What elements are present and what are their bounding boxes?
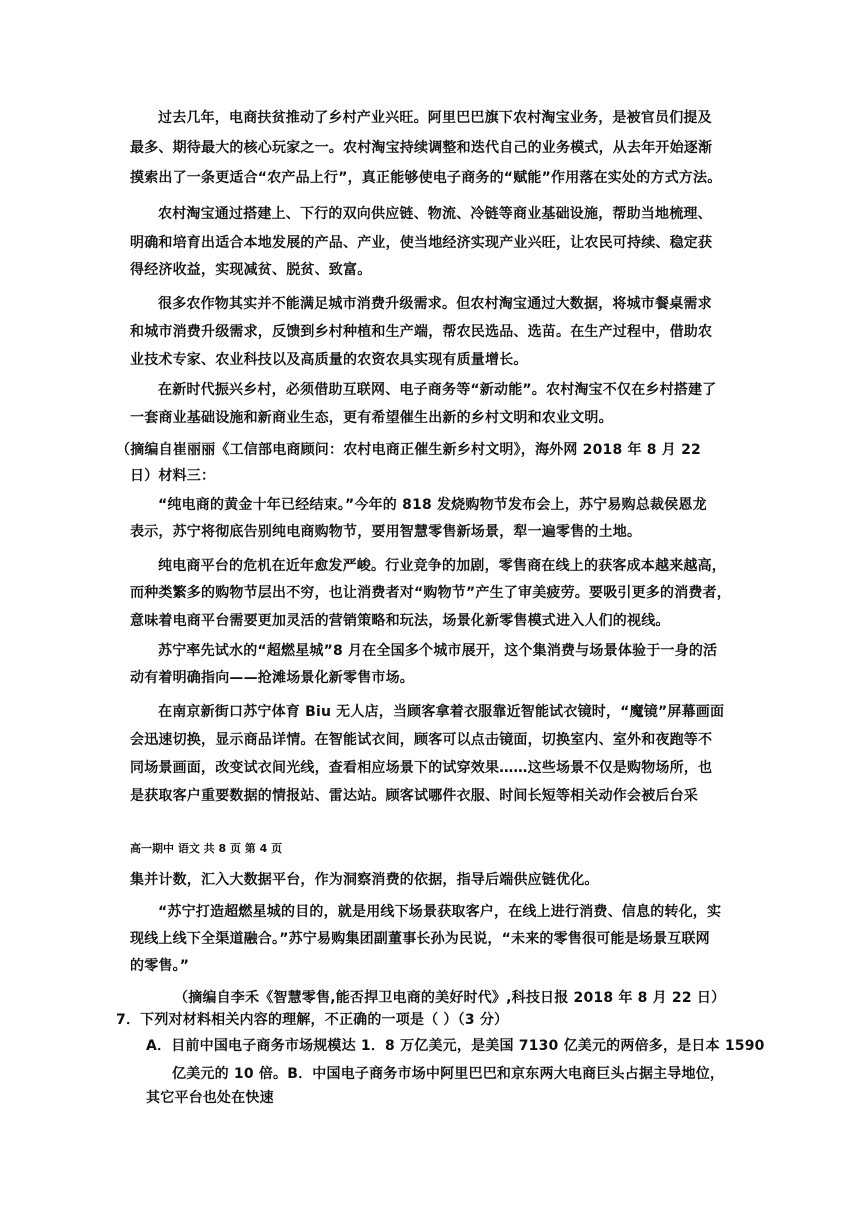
question-option-line: A．目前中国电子商务市场规模达 1．8 万亿美元，是美国 7130 亿美元的两倍多，是日本 1590 xyxy=(146,1038,765,1054)
paragraph-line: 苏宁率先试水的“超燃星城”8 月在全国多个城市展开，这个集消费与场景体验于一身的活 xyxy=(158,643,718,659)
paragraph-line: 很多农作物其实并不能满足城市消费升级需求。但农村淘宝通过大数据，将城市餐桌需求 xyxy=(158,296,712,312)
paragraph-line: 在南京新街口苏宁体育 Biu 无人店，当顾客拿着衣服靠近智能试衣镜时，“魔镜”屏幕画面 xyxy=(158,704,725,720)
paragraph-line: 纯电商平台的危机在近年愈发严峻。行业竞争的加剧，零售商在线上的获客成本越来越高， xyxy=(158,558,726,574)
citation-line: 日）材料三： xyxy=(130,468,216,484)
paragraph-line: 会迅速切换，显示商品详情。在智能试衣间，顾客可以点击镜面，切换室内、室外和夜跑等不 xyxy=(130,732,713,748)
paragraph-line: 在新时代振兴乡村，必须借助互联网、电子商务等“新动能”。农村淘宝不仅在乡村搭建了 xyxy=(158,382,717,398)
paragraph-line: 摸索出了一条更适合“农产品上行”，真正能够使电子商务的“赋能”作用落在实处的方式方法。 xyxy=(130,170,722,186)
paragraph-line: 动有着明确指向——抢滩场景化新零售市场。 xyxy=(130,670,414,686)
page-footer: 高一期中 语文 共 8 页 第 4 页 xyxy=(130,842,283,855)
question-stem: 7．下列对材料相关内容的理解，不正确的一项是（ ）（3 分） xyxy=(116,1012,509,1028)
question-option-line: 亿美元的 10 倍。B．中国电子商务市场中阿里巴巴和京东两大电商巨头占据主导地位， xyxy=(172,1066,725,1082)
paragraph-line: 的零售。” xyxy=(130,958,190,974)
paragraph-line: 明确和培育出适合本地发展的产品、产业，使当地经济实现产业兴旺，让农民可持续、稳定获 xyxy=(130,235,713,251)
paragraph-line: 农村淘宝通过搭建上、下行的双向供应链、物流、冷链等商业基础设施，帮助当地梳理、 xyxy=(158,206,712,222)
paragraph-line: 和城市消费升级需求，反馈到乡村种植和生产端，帮农民选品、选苗。在生产过程中，借助农 xyxy=(130,324,713,340)
citation-line: （摘编自崔丽丽《工信部电商顾问：农村电商正催生新乡村文明》，海外网 2018 年 8 月 22 xyxy=(116,442,701,458)
paragraph-line: 过去几年，电商扶贫推动了乡村产业兴旺。阿里巴巴旗下农村淘宝业务，是被官员们提及 xyxy=(158,110,712,126)
paragraph-line: 表示，苏宁将彻底告别纯电商购物节，要用智慧零售新场景，犁一遍零售的土地。 xyxy=(130,524,642,540)
question-option-line: 其它平台也处在快速 xyxy=(146,1090,274,1106)
paragraph-line: 意味着电商平台需要更加灵活的营销策略和玩法，场景化新零售模式进入人们的视线。 xyxy=(130,613,670,629)
paragraph-line: 而种类繁多的购物节层出不穷，也让消费者对“购物节”产生了审美疲劳。要吸引更多的消费者， xyxy=(130,585,731,601)
paragraph-line: 同场景画面，改变试衣间光线，查看相应场景下的试穿效果……这些场景不仅是购物场所，也 xyxy=(130,760,713,776)
paragraph-line: “苏宁打造超燃星城的目的，就是用线下场景获取客户，在线上进行消费、信息的转化，实 xyxy=(158,904,722,920)
paragraph-line: “纯电商的黄金十年已经结束。”今年的 818 发烧购物节发布会上，苏宁易购总裁侯恩龙 xyxy=(158,497,707,513)
paragraph-line: 最多、期待最大的核心玩家之一。农村淘宝持续调整和迭代自己的业务模式，从去年开始逐渐 xyxy=(130,140,713,156)
paragraph-line: 现线上线下全渠道融合。”苏宁易购集团副董事长孙为民说，“未来的零售很可能是场景互联网 xyxy=(130,931,710,947)
paragraph-line: 是获取客户重要数据的情报站、雷达站。顾客试哪件衣服、时间长短等相关动作会被后台采 xyxy=(130,788,698,804)
paragraph-line: 得经济收益，实现减贫、脱贫、致富。 xyxy=(130,262,372,278)
paragraph-line: 一套商业基础设施和新商业生态，更有希望催生出新的乡村文明和农业文明。 xyxy=(130,410,613,426)
paragraph-line: 业技术专家、农业科技以及高质量的农资农具实现有质量增长。 xyxy=(130,352,528,368)
citation-line: （摘编自李禾《智慧零售,能否捍卫电商的美好时代》,科技日报 2018 年 8 月 22 日） xyxy=(174,990,726,1006)
paragraph-line: 集并计数，汇入大数据平台，作为洞察消费的依据，指导后端供应链优化。 xyxy=(130,872,599,888)
